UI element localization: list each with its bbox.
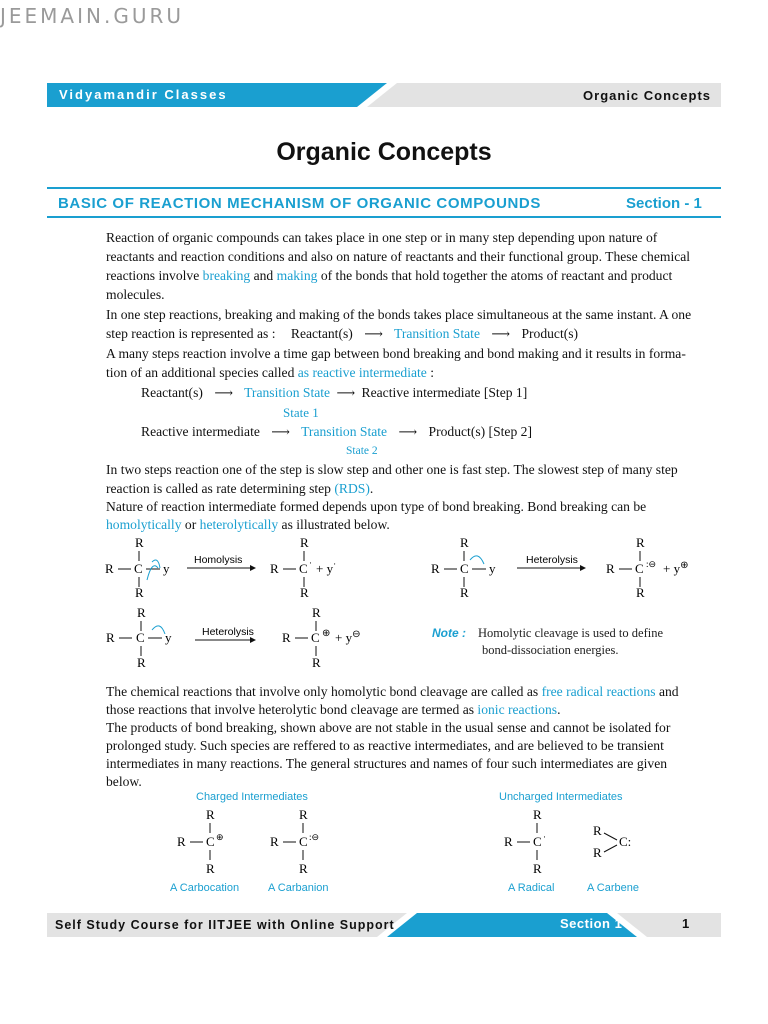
text: or xyxy=(181,517,200,532)
r-label: R xyxy=(300,535,309,550)
section-rule-bottom xyxy=(47,216,721,218)
r-label: R xyxy=(105,561,114,576)
section-number: Section - 1 xyxy=(626,195,702,212)
r-label: R xyxy=(460,585,469,600)
heterolysis-label: Heterolysis xyxy=(526,554,578,566)
product-y-minus: + y⊖ xyxy=(335,629,361,645)
product-label: Product(s) [Step 2] xyxy=(428,424,532,439)
svg-text:R: R xyxy=(206,861,215,876)
y-label: y xyxy=(489,561,496,576)
term-rds: (RDS) xyxy=(334,481,370,496)
text: reaction is called as rate determining step xyxy=(106,481,335,496)
c-label: C xyxy=(311,630,320,645)
r-label: R xyxy=(312,655,321,670)
footer-course-title: Self Study Course for IITJEE with Online Support xyxy=(55,918,395,932)
note-key: Note : xyxy=(432,626,466,640)
term-ionic-reactions: ionic reactions xyxy=(477,702,558,717)
term-free-radical-reactions: free radical reactions xyxy=(541,684,656,699)
paragraph-line: intermediates in many reactions. The general structures and names of four such intermediates are given xyxy=(106,756,668,771)
section-heading: BASIC OF REACTION MECHANISM OF ORGANIC COMPOUNDS xyxy=(58,195,541,212)
carbanion-caption: A Carbanion xyxy=(268,882,329,894)
svg-text:⊕: ⊕ xyxy=(216,832,224,842)
product-label: Product(s) xyxy=(521,326,579,341)
c-label: C xyxy=(299,561,308,576)
carbanion-charge: :⊖ xyxy=(646,559,657,569)
c-label: C xyxy=(136,630,145,645)
heterolysis-label: Heterolysis xyxy=(202,626,254,638)
paragraph-line: The products of bond breaking, shown above are not stable in the usual sense and cannot be isolated for xyxy=(106,720,671,735)
text: . xyxy=(369,481,374,496)
r-label: R xyxy=(137,605,146,620)
heterolysis-reaction-2 xyxy=(106,605,360,670)
footer-band xyxy=(47,913,721,937)
intermediates-diagram xyxy=(0,805,768,880)
svg-text:R: R xyxy=(504,834,513,849)
state-2-label: State 2 xyxy=(346,445,378,457)
c-label: C xyxy=(460,561,469,576)
arrow-icon: ⟶ xyxy=(398,424,418,439)
carbene-caption: A Carbene xyxy=(587,882,639,894)
text: and xyxy=(655,684,679,699)
y-label: y xyxy=(165,630,172,645)
step-2-line xyxy=(141,422,532,441)
term-heterolytically: heterolytically xyxy=(199,517,279,532)
paragraph-line xyxy=(106,479,373,498)
note-box xyxy=(432,624,663,642)
transition-state-label: Transition State xyxy=(244,385,331,400)
page-title: Organic Concepts xyxy=(276,138,492,166)
paragraph-line xyxy=(106,682,679,701)
bond-cleavage-diagram xyxy=(0,530,768,680)
arrow-icon: ⟶ xyxy=(364,326,383,341)
arrow-icon: ⟶ xyxy=(491,326,511,341)
text: of the bonds that hold together the atoms of reactant and product xyxy=(317,268,673,283)
watermark: JEEMAIN.GURU xyxy=(0,4,184,28)
paragraph-line xyxy=(106,700,560,719)
product-y-plus: + y⊕ xyxy=(663,560,689,576)
carbocation-caption: A Carbocation xyxy=(170,882,240,894)
r-label: R xyxy=(106,630,115,645)
arrow-icon: ⟶ xyxy=(214,385,233,400)
paragraph-line xyxy=(106,266,672,285)
term-breaking: breaking xyxy=(202,268,251,283)
svg-text:R: R xyxy=(593,823,602,838)
product-y-radical: + y· xyxy=(316,559,337,576)
svg-text::⊖: :⊖ xyxy=(309,832,320,842)
svg-text:R: R xyxy=(270,834,279,849)
reactant-label: Reactant(s) xyxy=(290,326,353,341)
term-making: making xyxy=(276,268,318,283)
paragraph-line: Nature of reaction intermediate formed depends upon type of bond breaking. Bond breaking can be xyxy=(106,499,647,514)
svg-text:R: R xyxy=(177,834,186,849)
r-label: R xyxy=(135,585,144,600)
svg-text:C:: C: xyxy=(619,834,632,849)
r-label: R xyxy=(460,535,469,550)
text: those reactions that involve heterolytic bond cleavage are termed as xyxy=(106,702,478,717)
term-homolytically: homolytically xyxy=(106,517,182,532)
svg-text:C: C xyxy=(206,834,215,849)
paragraph-line: molecules. xyxy=(106,287,165,302)
y-label: y xyxy=(163,561,170,576)
text: reactions involve xyxy=(106,268,203,283)
svg-text:C: C xyxy=(533,834,542,849)
carbocation-charge: ⊕ xyxy=(322,628,331,639)
r-label: R xyxy=(636,585,645,600)
intermediate-label: Reactive intermediate [Step 1] xyxy=(361,385,528,400)
arrow-icon: ⟶ xyxy=(271,424,290,439)
paragraph-line: Reaction of organic compounds can takes place in one step or in many step depending upon nature of xyxy=(106,230,658,245)
footer-section: Section 1 xyxy=(560,916,623,931)
svg-text:R: R xyxy=(299,807,308,822)
arrow-icon: ⟶ xyxy=(336,385,356,400)
paragraph-line xyxy=(106,324,578,343)
text: . xyxy=(557,702,561,717)
header-right: Organic Concepts xyxy=(583,88,711,103)
homolysis-label: Homolysis xyxy=(194,554,243,566)
paragraph-line xyxy=(106,363,434,382)
svg-text:R: R xyxy=(593,845,602,860)
section-rule-top xyxy=(47,187,721,189)
text: and xyxy=(250,268,277,283)
r-label: R xyxy=(606,561,615,576)
r-label: R xyxy=(282,630,291,645)
radical-caption: A Radical xyxy=(508,882,555,894)
r-label: R xyxy=(431,561,440,576)
note-text-2: bond-dissociation energies. xyxy=(482,643,619,657)
r-label: R xyxy=(300,585,309,600)
page-number: 1 xyxy=(682,916,690,931)
uncharged-intermediates-heading: Uncharged Intermediates xyxy=(499,791,623,803)
header-band xyxy=(47,83,721,107)
reactant-label: Reactant(s) xyxy=(141,385,203,400)
r-label: R xyxy=(135,535,144,550)
transition-state-label: Transition State xyxy=(301,424,388,439)
paragraph-line: below. xyxy=(106,774,142,789)
svg-text:R: R xyxy=(533,807,542,822)
r-label: R xyxy=(270,561,279,576)
svg-text:·: · xyxy=(543,832,546,842)
intermediate-label: Reactive intermediate xyxy=(141,424,260,439)
text: tion of an additional species called xyxy=(106,365,298,380)
c-label: C xyxy=(635,561,644,576)
homolysis-reaction xyxy=(105,535,336,600)
paragraph-line: prolonged study. Such species are reffered to as reactive intermediates, and are believed to be transient xyxy=(106,738,664,753)
text: : xyxy=(426,365,435,380)
note-text-1: Homolytic cleavage is used to define xyxy=(478,626,664,640)
r-label: R xyxy=(137,655,146,670)
charged-intermediates-heading: Charged Intermediates xyxy=(196,791,308,803)
step-1-line xyxy=(141,383,527,402)
term-reactive-intermediate: as reactive intermediate xyxy=(297,365,427,380)
paragraph-line: In two steps reaction one of the step is slow step and other one is fast step. The slowest step of many step xyxy=(106,462,678,477)
radical-dot: · xyxy=(309,558,312,568)
r-label: R xyxy=(312,605,321,620)
paragraph-line: A many steps reaction involve a time gap between bond breaking and bond making and it results in forma- xyxy=(106,346,686,361)
transition-state-label: Transition State xyxy=(394,326,480,341)
r-label: R xyxy=(636,535,645,550)
text: step reaction is represented as : xyxy=(106,326,276,341)
c-label: C xyxy=(134,561,143,576)
text: as illustrated below. xyxy=(278,517,390,532)
heterolysis-reaction-1 xyxy=(431,535,688,600)
paragraph-line: reactants and reaction conditions and also on nature of reactants and their functional group. These chemical xyxy=(106,249,691,264)
svg-text:R: R xyxy=(299,861,308,876)
state-1-label: State 1 xyxy=(283,405,319,420)
svg-text:R: R xyxy=(206,807,215,822)
svg-text:R: R xyxy=(533,861,542,876)
paragraph-line: In one step reactions, breaking and making of the bonds takes place simultaneous at the same instant. A one xyxy=(106,307,692,322)
header-left: Vidyamandir Classes xyxy=(59,87,228,102)
text: The chemical reactions that involve only homolytic bond cleavage are called as xyxy=(106,684,542,699)
svg-text:C: C xyxy=(299,834,308,849)
